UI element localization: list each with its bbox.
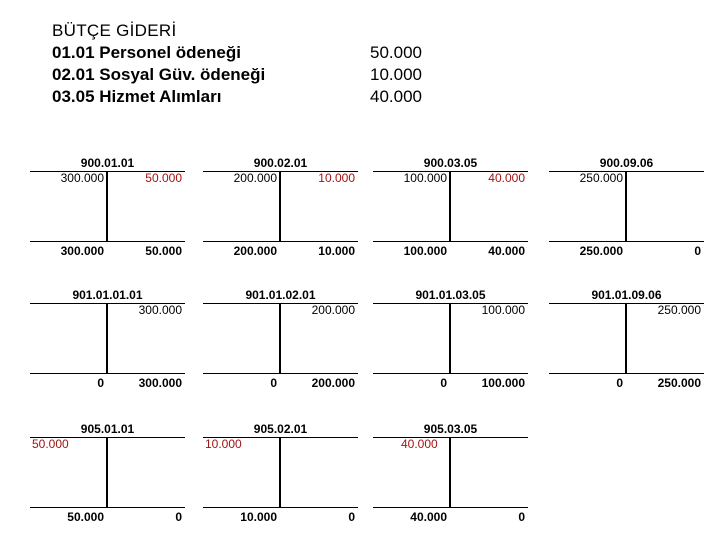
debit-total: 300.000 <box>60 244 104 258</box>
credit-total: 0 <box>175 510 182 524</box>
debit-opening: 200.000 <box>233 171 277 185</box>
account-divider <box>279 303 281 373</box>
credit-total: 50.000 <box>145 244 182 258</box>
budget-line-code: 01.01 Personel ödeneği <box>52 43 241 62</box>
account-total-line <box>203 241 358 242</box>
account-title: 901.01.02.01 <box>245 288 316 302</box>
account-title: 905.03.05 <box>423 422 478 436</box>
credit-total: 300.000 <box>138 376 182 390</box>
credit-entry: 100.000 <box>481 303 525 317</box>
debit-entry: 10.000 <box>205 437 242 451</box>
t-account <box>373 422 528 526</box>
credit-total: 250.000 <box>657 376 701 390</box>
account-divider <box>625 303 627 373</box>
budget-line <box>52 64 422 86</box>
t-account <box>373 288 528 392</box>
account-divider <box>106 303 108 373</box>
account-divider <box>279 437 281 507</box>
credit-total: 0 <box>348 510 355 524</box>
credit-entry: 300.000 <box>138 303 182 317</box>
account-title: 900.03.05 <box>423 156 478 170</box>
debit-total: 50.000 <box>67 510 104 524</box>
debit-opening: 300.000 <box>60 171 104 185</box>
t-account <box>203 288 358 392</box>
account-divider <box>279 171 281 241</box>
account-total-line <box>203 373 358 374</box>
debit-total: 100.000 <box>403 244 447 258</box>
account-divider <box>106 437 108 507</box>
account-title: 901.01.01.01 <box>72 288 143 302</box>
debit-entry: 50.000 <box>32 437 69 451</box>
credit-total: 0 <box>694 244 701 258</box>
debit-opening: 100.000 <box>403 171 447 185</box>
account-total-line <box>549 241 704 242</box>
credit-total: 200.000 <box>311 376 355 390</box>
budget-line-amount: 50.000 <box>370 43 422 62</box>
credit-total: 10.000 <box>318 244 355 258</box>
account-title: 900.09.06 <box>599 156 654 170</box>
budget-line-amount: 40.000 <box>370 87 422 106</box>
budget-line <box>52 86 422 108</box>
debit-total: 0 <box>440 376 447 390</box>
budget-line-code: 02.01 Sosyal Güv. ödeneği <box>52 65 266 84</box>
t-account <box>549 288 704 392</box>
credit-total: 100.000 <box>481 376 525 390</box>
account-total-line <box>30 507 185 508</box>
account-total-line <box>203 507 358 508</box>
debit-total: 250.000 <box>579 244 623 258</box>
t-account <box>30 422 185 526</box>
account-title: 900.01.01 <box>80 156 135 170</box>
account-divider <box>449 171 451 241</box>
account-divider <box>449 303 451 373</box>
budget-header <box>52 20 422 108</box>
credit-entry: 250.000 <box>657 303 701 317</box>
budget-line <box>52 42 422 64</box>
t-account <box>373 156 528 260</box>
account-title: 905.02.01 <box>253 422 308 436</box>
budget-line-code: 03.05 Hizmet Alımları <box>52 87 222 106</box>
account-total-line <box>30 241 185 242</box>
account-divider <box>625 171 627 241</box>
debit-total: 0 <box>97 376 104 390</box>
account-title: 901.01.03.05 <box>415 288 486 302</box>
t-account <box>203 156 358 260</box>
account-title: 905.01.01 <box>80 422 135 436</box>
account-title: 901.01.09.06 <box>591 288 662 302</box>
credit-entry: 10.000 <box>318 171 355 185</box>
t-account <box>30 288 185 392</box>
budget-line-amount: 10.000 <box>370 65 422 84</box>
credit-entry: 50.000 <box>145 171 182 185</box>
account-total-line <box>373 241 528 242</box>
account-total-line <box>373 373 528 374</box>
debit-total: 200.000 <box>233 244 277 258</box>
t-account <box>30 156 185 260</box>
account-total-line <box>549 373 704 374</box>
debit-opening: 250.000 <box>579 171 623 185</box>
page-title: BÜTÇE GİDERİ <box>52 21 177 40</box>
credit-total: 0 <box>518 510 525 524</box>
debit-total: 40.000 <box>410 510 447 524</box>
credit-entry: 40.000 <box>488 171 525 185</box>
debit-total: 0 <box>616 376 623 390</box>
t-account <box>203 422 358 526</box>
credit-entry: 200.000 <box>311 303 355 317</box>
account-title: 900.02.01 <box>253 156 308 170</box>
account-divider <box>106 171 108 241</box>
credit-total: 40.000 <box>488 244 525 258</box>
debit-total: 10.000 <box>240 510 277 524</box>
account-total-line <box>30 373 185 374</box>
debit-entry: 40.000 <box>401 437 438 451</box>
account-total-line <box>373 507 528 508</box>
debit-total: 0 <box>270 376 277 390</box>
t-account <box>549 156 704 260</box>
